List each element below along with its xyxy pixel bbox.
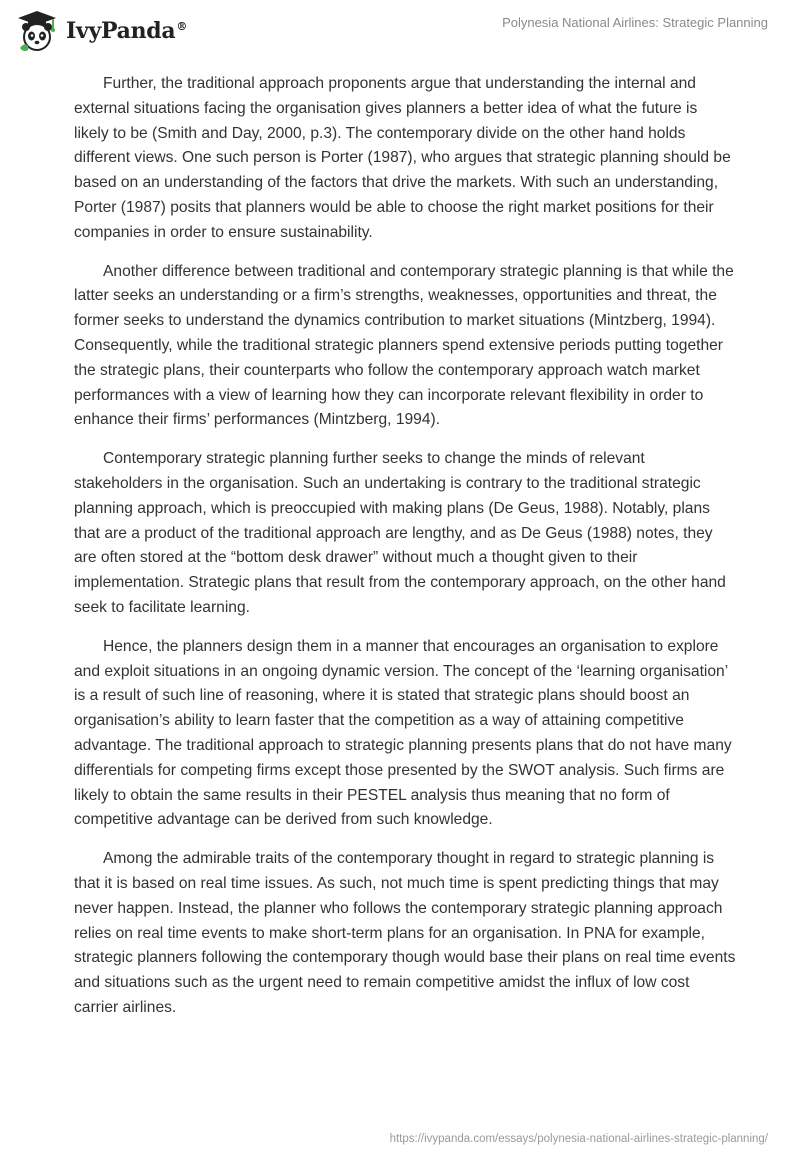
paragraph: Hence, the planners design them in a manner that encourages an organisation to explore and exploit situations in an ongoing dynamic version. The concept of the ‘learning organisation’ is a result of such line of reasoning, where it is stated that strategic plans should boost an organisation’s ability to learn faster that the competition as a way of attaining competitive advantage. The traditional approach to strategic planning presents plans that do not have many differentials for competing firms except those presented by the SWOT analysis. Such firms are likely to obtain the same results in their PESTEL analysis thus meaning that no form of competitive advantage can be derived from such knowledge. — [74, 637, 732, 829]
paragraph: Among the admirable traits of the contemporary thought in regard to strategic planning is that it is based on real time issues. As such, not much time is spent predicting things that may never happen. Instead, the planner who follows the contemporary strategic planning approach relies on real time events to make short-term plans for an organisation. In PNA for example, strategic planners following the contemporary though would base their plans on real time events and situations such as the urgent need to remain competitive amidst the influx of low cost carrier airlines. — [74, 850, 736, 1016]
paragraph: Further, the traditional approach proponents argue that understanding the internal and external situations facing the organisation gives planners a better idea of what the future is likely to be (Smith and Day, 2000, p.3). The contemporary divide on the other hand holds different views. One such person is Porter (1987), who argues that strategic planning should be based on an understanding of the factors that drive the markets. With such an understanding, Porter (1987) posits that planners would be able to choose the right market positions for their companies in order to ensure sustainability. — [74, 75, 731, 241]
page-header — [0, 0, 800, 64]
paragraph: Another difference between traditional and contemporary strategic planning is that while the latter seeks an understanding or a firm’s strengths, weaknesses, opportunities and threat, the former seeks to understand the dynamics contribution to market situations (Mintzberg, 1994). Consequently, while the traditional strategic planners spend extensive periods putting together the strategic plans, their counterparts who follow the contemporary approach watch market performances with a view of learning how they can incorporate relevant flexibility in order to enhance their firms’ performances (Mintzberg, 1994). — [74, 262, 734, 429]
ivypanda-logo-link[interactable] — [14, 8, 187, 54]
logo-text: IvyPanda® — [66, 18, 188, 44]
paragraph: Contemporary strategic planning further seeks to change the minds of relevant stakeholders in the organisation. Such an undertaking is contrary to the traditional strategic planning approach, which is preoccupied with making plans (De Geus, 1988). Notably, plans that are a product of the traditional approach are lengthy, and as De Geus (1988) notes, they are often stored at the “bottom desk drawer” without much a thought given to their implementation. Strategic plans that result from the contemporary approach, on the other hand seek to facilitate learning. — [74, 450, 726, 616]
essay-body — [74, 72, 736, 1035]
source-url-link[interactable]: https://ivypanda.com/essays/polynesia-national-airlines-strategic-planning/ — [389, 1133, 768, 1145]
document-title: Polynesia National Airlines: Strategic Planning — [502, 15, 768, 30]
panda-graduate-icon — [14, 8, 60, 54]
